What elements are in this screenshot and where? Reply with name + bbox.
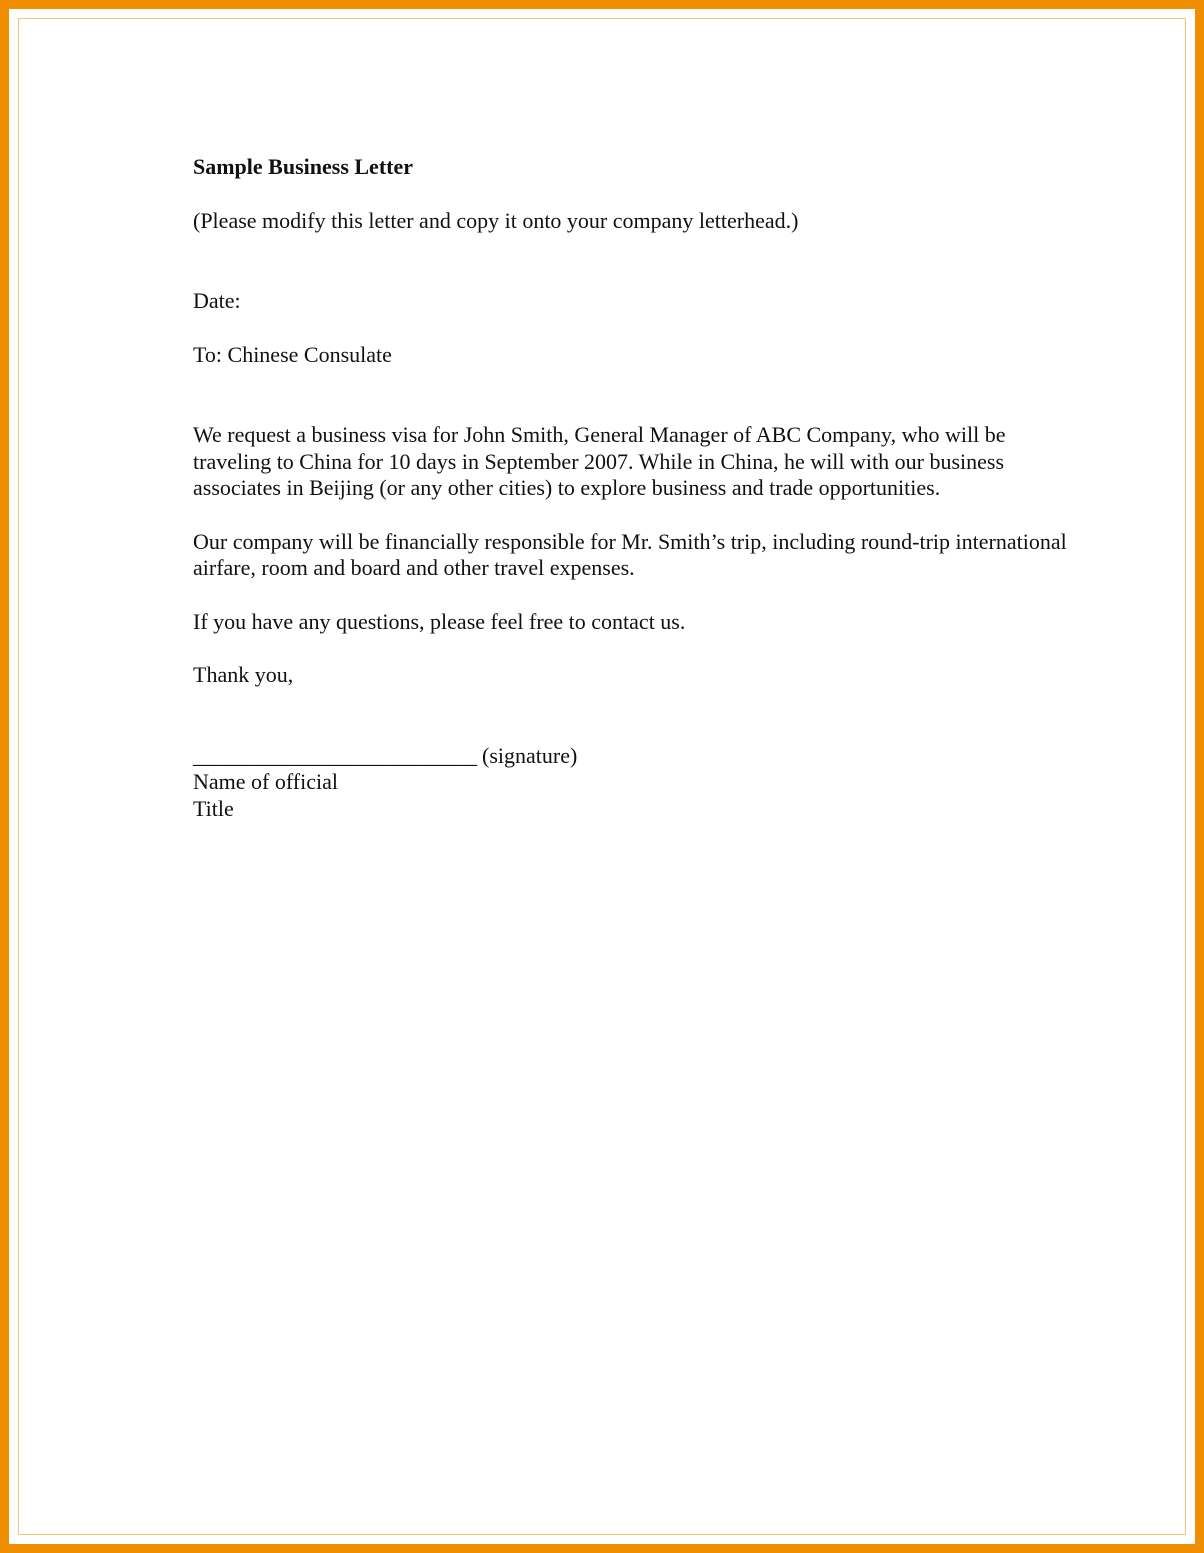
signature-label: (signature) <box>482 742 578 768</box>
signature-line: ___________________________ <box>193 742 477 768</box>
paragraph-visa-request: We request a business visa for John Smith, General Manager of ABC Company, who will be traveling to China for 10 days in September 2007. While in China, he will with our business associates in Beijing (or any other cities) to explore business and trade opportunities. <box>193 422 1006 500</box>
paragraph-financial-responsibility: Our company will be financially responsible for Mr. Smith’s trip, including round-trip international airfare, room and board and other travel expenses. <box>193 528 1067 580</box>
recipient-line: To: Chinese Consulate <box>193 341 392 367</box>
official-name-placeholder: Name of official <box>193 769 338 794</box>
letter-body <box>193 154 1073 822</box>
letter-title: Sample Business Letter <box>193 154 413 179</box>
signature-row <box>193 743 1073 770</box>
official-title-placeholder: Title <box>193 795 234 821</box>
closing-line: Thank you, <box>193 662 294 687</box>
paragraph-contact: If you have any questions, please feel free to contact us. <box>193 608 686 634</box>
letter-instructions: (Please modify this letter and copy it onto your company letterhead.) <box>193 207 799 233</box>
date-label: Date: <box>193 288 241 313</box>
